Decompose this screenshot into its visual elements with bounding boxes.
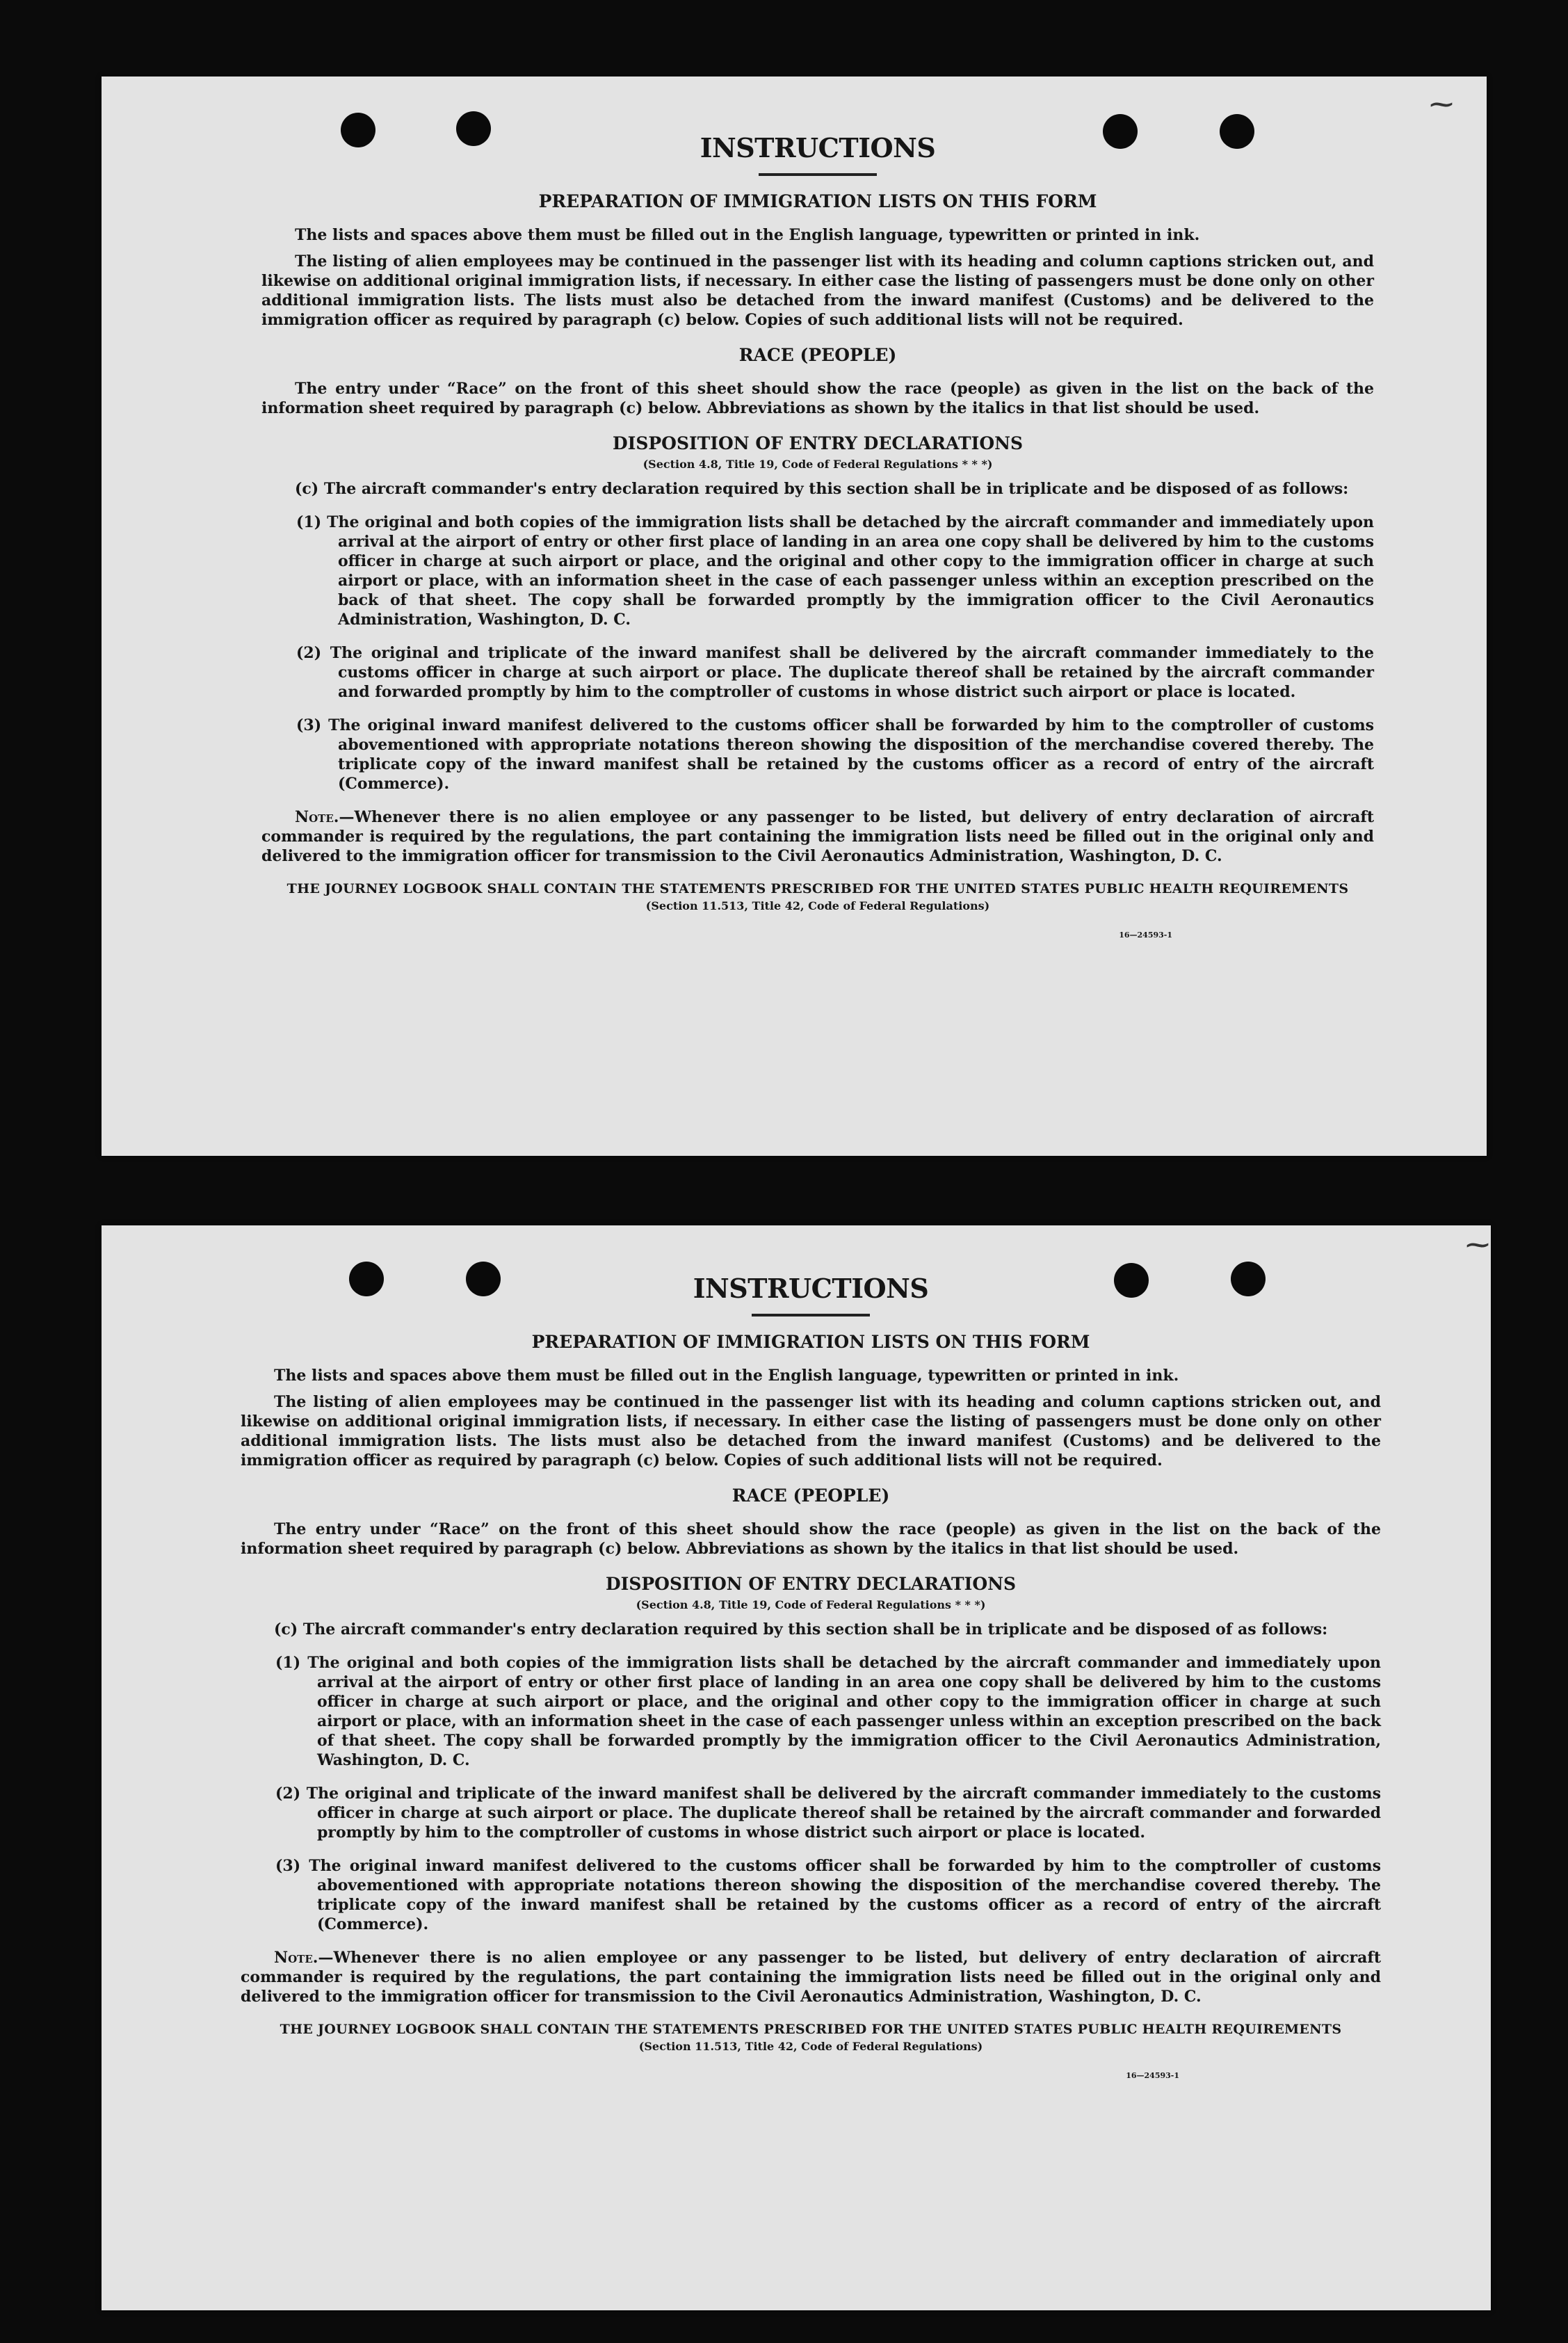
paragraph: (c) The aircraft commander's entry declaration required by this section shall be in triplicate and be disposed of as follows: [274,1620,1328,1639]
instruction-sheet-bottom [102,1225,1491,2310]
instruction-sheet-top [102,77,1487,1156]
list-item: (2) The original and triplicate of the inward manifest shall be delivered by the aircraft commander immediately to the customs officer in charge at such airport or place. The duplicate thereof shall be retained by the aircraft commander and forwarded promptly by him to the comptroller of customs in whose district such airport or place is located. [275,1785,1381,1842]
citation: (Section 11.513, Title 42, Code of Federal Regulations) [645,899,990,912]
paragraph: The lists and spaces above them must be filled out in the English language, typewritten or printed in ink. [295,226,1200,244]
note-label: Note. [295,808,339,826]
list-item: (1) The original and both copies of the immigration lists shall be detached by the aircraft commander and immediately upon arrival at the airport of entry or other first place of landing in an area one copy shall be delivered by him to the customs officer in charge at such airport or place, and the original and other copy to the immigration officer in charge at such airport or place, with an information sheet in the case of each passenger unless within an exception prescribed on the back of that sheet. The copy shall be forwarded promptly by the immigration officer to the Civil Aeronautics Administration, Washington, D. C. [296,513,1374,629]
note-paragraph [241,1948,1381,2006]
note-text: —Whenever there is no alien employee or any passenger to be listed, but delivery of entry declaration of aircraft commander is required by the regulations, the part containing the immigration lists need be filled out in the original only and delivered to the immigration officer for transmission to the Civil Aeronautics Administration, Washington, D. C. [261,808,1374,865]
paragraph: (c) The aircraft commander's entry declaration required by this section shall be in triplicate and be disposed of as follows: [295,480,1349,498]
title-underline [759,173,877,176]
page-title: INSTRUCTIONS [700,132,936,163]
paragraph: The lists and spaces above them must be filled out in the English language, typewritten or printed in ink. [274,1367,1179,1385]
list-item: (2) The original and triplicate of the inward manifest shall be delivered by the aircraft commander immediately to the customs officer in charge at such airport or place. The duplicate thereof shall be retained by the aircraft commander and forwarded promptly by him to the comptroller of customs in whose district such airport or place is located. [296,644,1374,701]
health-requirements-statement: THE JOURNEY LOGBOOK SHALL CONTAIN THE STATEMENTS PRESCRIBED FOR THE UNITED STATES PUBLIC HEALTH REQUIREMENTS [280,2022,1342,2037]
list-item: (1) The original and both copies of the immigration lists shall be detached by the aircraft commander and immediately upon arrival at the airport of entry or other first place of landing in an area one copy shall be delivered by him to the customs officer in charge at such airport or place, and the original and other copy to the immigration officer in charge at such airport or place, with an information sheet in the case of each passenger unless within an exception prescribed on the back of that sheet. The copy shall be forwarded promptly by the immigration officer to the Civil Aeronautics Administration, Washington, D. C. [275,1654,1381,1769]
title-underline [752,1314,870,1317]
list-item: (3) The original inward manifest delivered to the customs officer shall be forwarded by him to the comptroller of customs abovementioned with appropriate notations thereon showing the disposition of the merchandise covered thereby. The triplicate copy of the inward manifest shall be retained by the customs officer as a record of entry of the aircraft (Commerce). [296,716,1374,793]
citation: (Section 11.513, Title 42, Code of Federal Regulations) [638,2040,983,2053]
health-requirements-statement: THE JOURNEY LOGBOOK SHALL CONTAIN THE STATEMENTS PRESCRIBED FOR THE UNITED STATES PUBLIC HEALTH REQUIREMENTS [286,881,1349,896]
citation: (Section 4.8, Title 19, Code of Federal Regulations * * *) [636,1598,986,1611]
note-paragraph [261,807,1374,866]
paragraph: The listing of alien employees may be continued in the passenger list with its heading and column captions stricken out, and likewise on additional original immigration lists, if necessary. In either case the listing of passengers must be done only on other additional immigration lists. The lists must also be detached from the inward manifest (Customs) and be delivered to the immigration officer as required by paragraph (c) below. Copies of such additional lists will not be required. [241,1393,1381,1470]
section-heading-disposition: DISPOSITION OF ENTRY DECLARATIONS [605,1574,1017,1594]
paragraph: The entry under “Race” on the front of this sheet should show the race (people) as given in the list on the back of the information sheet required by paragraph (c) below. Abbreviations as shown by the italics in that list should be used. [241,1520,1381,1558]
note-label: Note. [274,1949,318,1967]
form-number: 16—24593-1 [1119,931,1172,940]
citation: (Section 4.8, Title 19, Code of Federal Regulations * * *) [642,458,993,471]
form-number: 16—24593-1 [1126,2071,1179,2080]
instructions-text [261,132,1374,940]
section-heading-preparation: PREPARATION OF IMMIGRATION LISTS ON THIS FORM [538,191,1097,211]
section-heading-race: RACE (PEOPLE) [732,1485,890,1506]
page-curl-mark: ⁓ [1430,90,1453,118]
page-title: INSTRUCTIONS [693,1273,929,1304]
paragraph: The entry under “Race” on the front of this sheet should show the race (people) as given in the list on the back of the information sheet required by paragraph (c) below. Abbreviations as shown by the italics in that list should be used. [261,380,1374,417]
note-text: —Whenever there is no alien employee or any passenger to be listed, but delivery of entry declaration of aircraft commander is required by the regulations, the part containing the immigration lists need be filled out in the original only and delivered to the immigration officer for transmission to the Civil Aeronautics Administration, Washington, D. C. [241,1949,1381,2006]
section-heading-preparation: PREPARATION OF IMMIGRATION LISTS ON THIS FORM [531,1332,1090,1352]
section-heading-race: RACE (PEOPLE) [738,345,897,365]
list-item: (3) The original inward manifest delivered to the customs officer shall be forwarded by him to the comptroller of customs abovementioned with appropriate notations thereon showing the disposition of the merchandise covered thereby. The triplicate copy of the inward manifest shall be retained by the customs officer as a record of entry of the aircraft (Commerce). [275,1857,1381,1933]
instructions-text [241,1273,1381,2080]
section-heading-disposition: DISPOSITION OF ENTRY DECLARATIONS [612,433,1024,453]
paragraph: The listing of alien employees may be continued in the passenger list with its heading and column captions stricken out, and likewise on additional original immigration lists, if necessary. In either case the listing of passengers must be done only on other additional immigration lists. The lists must also be detached from the inward manifest (Customs) and be delivered to the immigration officer as required by paragraph (c) below. Copies of such additional lists will not be required. [261,252,1374,329]
page-curl-mark: ⁓ [1466,1231,1489,1259]
